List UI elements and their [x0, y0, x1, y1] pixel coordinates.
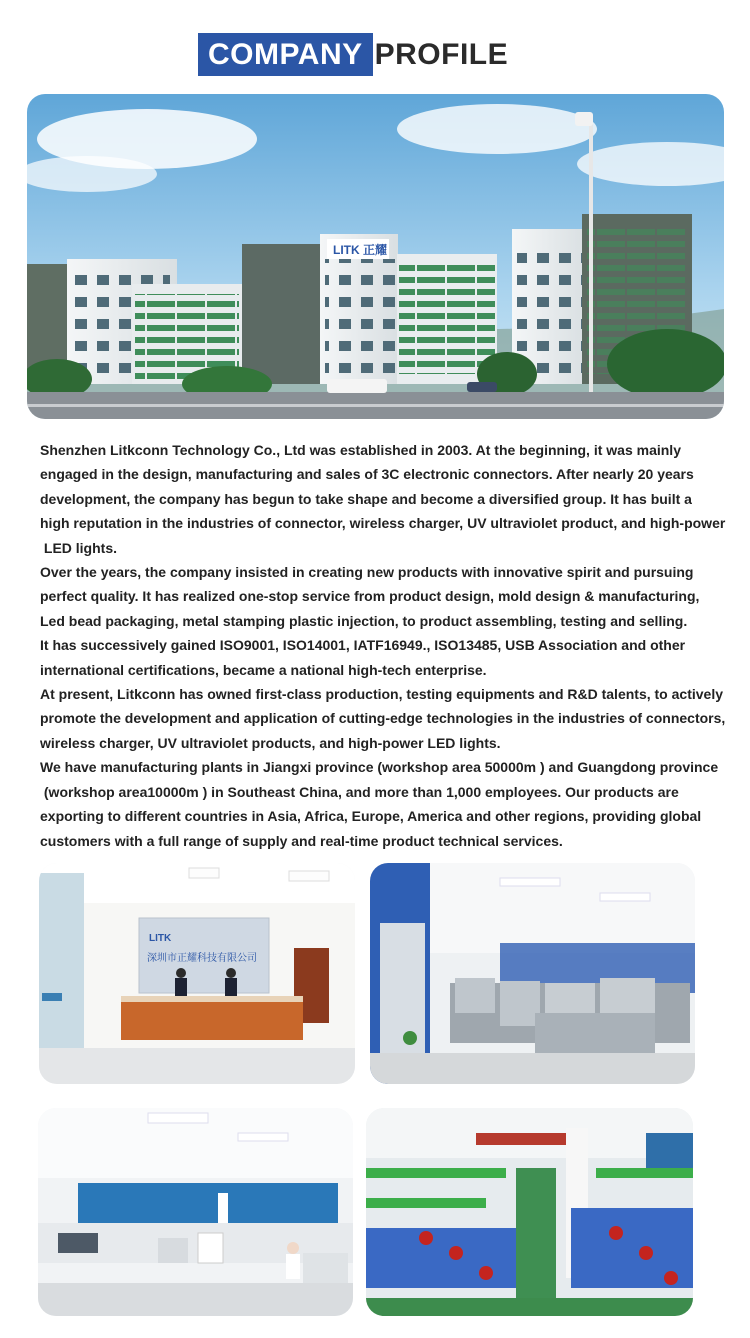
building-sign: LITK 正耀 — [333, 243, 387, 257]
description-line: Shenzhen Litkconn Technology Co., Ltd was established in 2003. At the beginning, it was mainly — [40, 442, 681, 458]
description-line: It has successively gained ISO9001, ISO14001, IATF16949., ISO13485, USB Association and other — [40, 637, 686, 654]
company-building-photo — [27, 94, 724, 419]
reception-logo: LITK — [149, 933, 172, 944]
description-line: wireless charger, UV ultraviolet products, and high-power LED lights. — [40, 734, 501, 751]
description-line: LED lights. — [40, 539, 117, 556]
description-line: At present, Litkconn has owned first-class production, testing equipments and R&D talents, to actively — [40, 686, 723, 703]
heading-company: COMPANY — [198, 33, 373, 76]
description-line: exporting to different countries in Asia, Africa, Europe, America and other regions, providing global — [40, 808, 702, 825]
description-line: We have manufacturing plants in Jiangxi province (workshop area 50000m ) and Guangdong province — [40, 759, 719, 776]
description-line: engaged in the design, manufacturing and sales of 3C electronic connectors. After nearly 20 years — [40, 466, 694, 483]
description-line: (workshop area10000m ) in Southeast China, and more than 1,000 employees. Our products are — [40, 783, 679, 800]
production-line-photo — [366, 1108, 693, 1316]
company-description — [40, 438, 740, 853]
description-line: Led bead packaging, metal stamping plastic injection, to product assembling, testing and selling. — [40, 612, 688, 629]
section-heading — [198, 33, 508, 76]
heading-profile: PROFILE — [374, 37, 509, 71]
description-line: high reputation in the industries of connector, wireless charger, UV ultraviolet product, and high-power — [40, 515, 726, 532]
office-photo — [370, 863, 695, 1084]
description-line: customers with a full range of supply and real-time product technical services. — [40, 832, 563, 849]
description-line: promote the development and application of cutting-edge technologies in the industries of connectors, — [40, 710, 726, 727]
description-line: Over the years, the company insisted in creating new products with innovative spirit and pursuing — [40, 564, 694, 581]
description-line: development, the company has begun to take shape and become a diversified group. It has built a — [40, 490, 692, 507]
laboratory-photo — [38, 1108, 353, 1316]
description-line: perfect quality. It has realized one-stop service from product design, mold design & manufacturing, — [40, 588, 700, 605]
reception-photo — [39, 863, 355, 1084]
description-line: international certifications, became a national high-tech enterprise. — [40, 661, 487, 678]
reception-company-name: 深圳市正耀科技有限公司 — [147, 953, 257, 964]
